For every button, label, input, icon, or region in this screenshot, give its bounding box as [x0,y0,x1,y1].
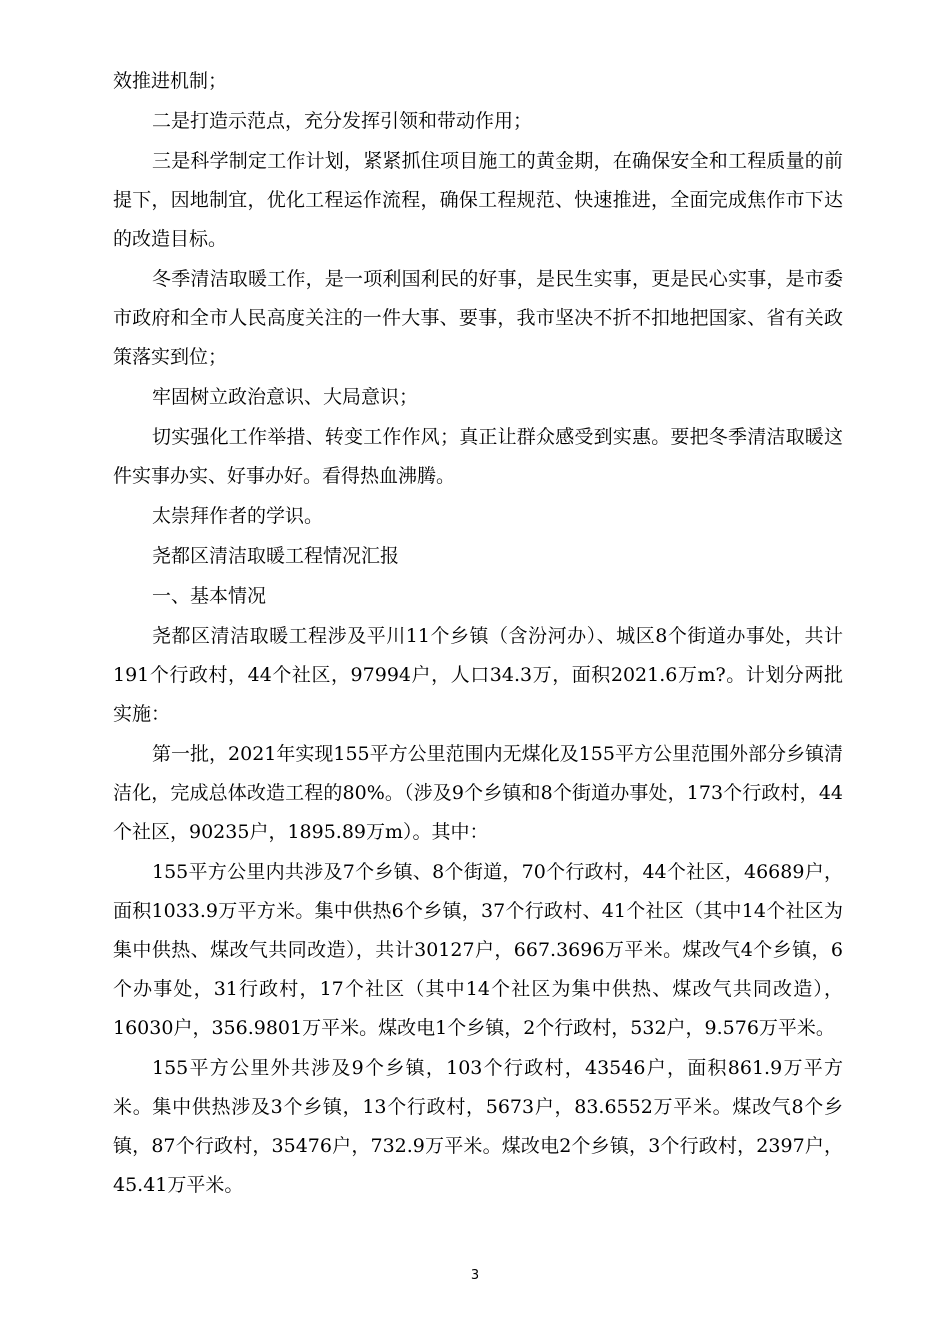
section-heading: 一、基本情况 [152,585,267,607]
section-title: 尧都区清洁取暖工程情况汇报 [152,545,400,567]
page-number: 3 [470,1268,480,1283]
paragraph: 155平方公里外共涉及9个乡镇，103个行政村，43546户，面积861.9万平方米。集中供热涉及3个乡镇，13个行政村，5673户，83.6552万平米。煤改气8个乡镇，87个行政村，35476户，732.9万平米。煤改电2个乡镇，3个行政村，2397户，45.41万平米。 [113,1057,843,1196]
paragraph: 牢固树立政治意识、大局意识； [152,386,419,408]
paragraph: 太崇拜作者的学识。 [152,505,324,527]
paragraph: 三是科学制定工作计划，紧紧抓住项目施工的黄金期，在确保安全和工程质量的前提下，因地制宜，优化工程运作流程，确保工程规范、快速推进，全面完成焦作市下达的改造目标。 [113,150,843,250]
paragraph: 效推进机制； [113,70,228,92]
paragraph: 冬季清洁取暖工作，是一项利国利民的好事，是民生实事，更是民心实事，是市委市政府和全市人民高度关注的一件大事、要事，我市坚决不折不扣地把国家、省有关政策落实到位； [113,268,843,368]
document-body [113,62,843,1206]
paragraph: 155平方公里内共涉及7个乡镇、8个街道，70个行政村，44个社区，46689户，面积1033.9万平方米。集中供热6个乡镇，37个行政村、41个社区（其中14个社区为集中供热、煤改气共同改造），共计30127户，667.3696万平米。煤改气4个乡镇，6个办事处，31行政村，17个社区（其中14个社区为集中供热、煤改气共同改造），16030户，356.9801万平米。煤改电1个乡镇，2个行政村，532户，9.576万平米。 [113,861,843,1039]
paragraph: 尧都区清洁取暖工程涉及平川11个乡镇（含汾河办）、城区8个街道办事处，共计191个行政村，44个社区，97994户，人口34.3万，面积2021.6万m?。计划分两批实施： [113,625,843,725]
paragraph: 切实强化工作举措、转变工作作风；真正让群众感受到实惠。要把冬季清洁取暖这件实事办实、好事办好。看得热血沸腾。 [113,426,843,487]
paragraph: 二是打造示范点，充分发挥引领和带动作用； [152,110,533,132]
paragraph: 第一批，2021年实现155平方公里范围内无煤化及155平方公里范围外部分乡镇清洁化，完成总体改造工程的80%。（涉及9个乡镇和8个街道办事处，173个行政村，44个社区，90235户，1895.89万m）。其中： [113,743,843,843]
